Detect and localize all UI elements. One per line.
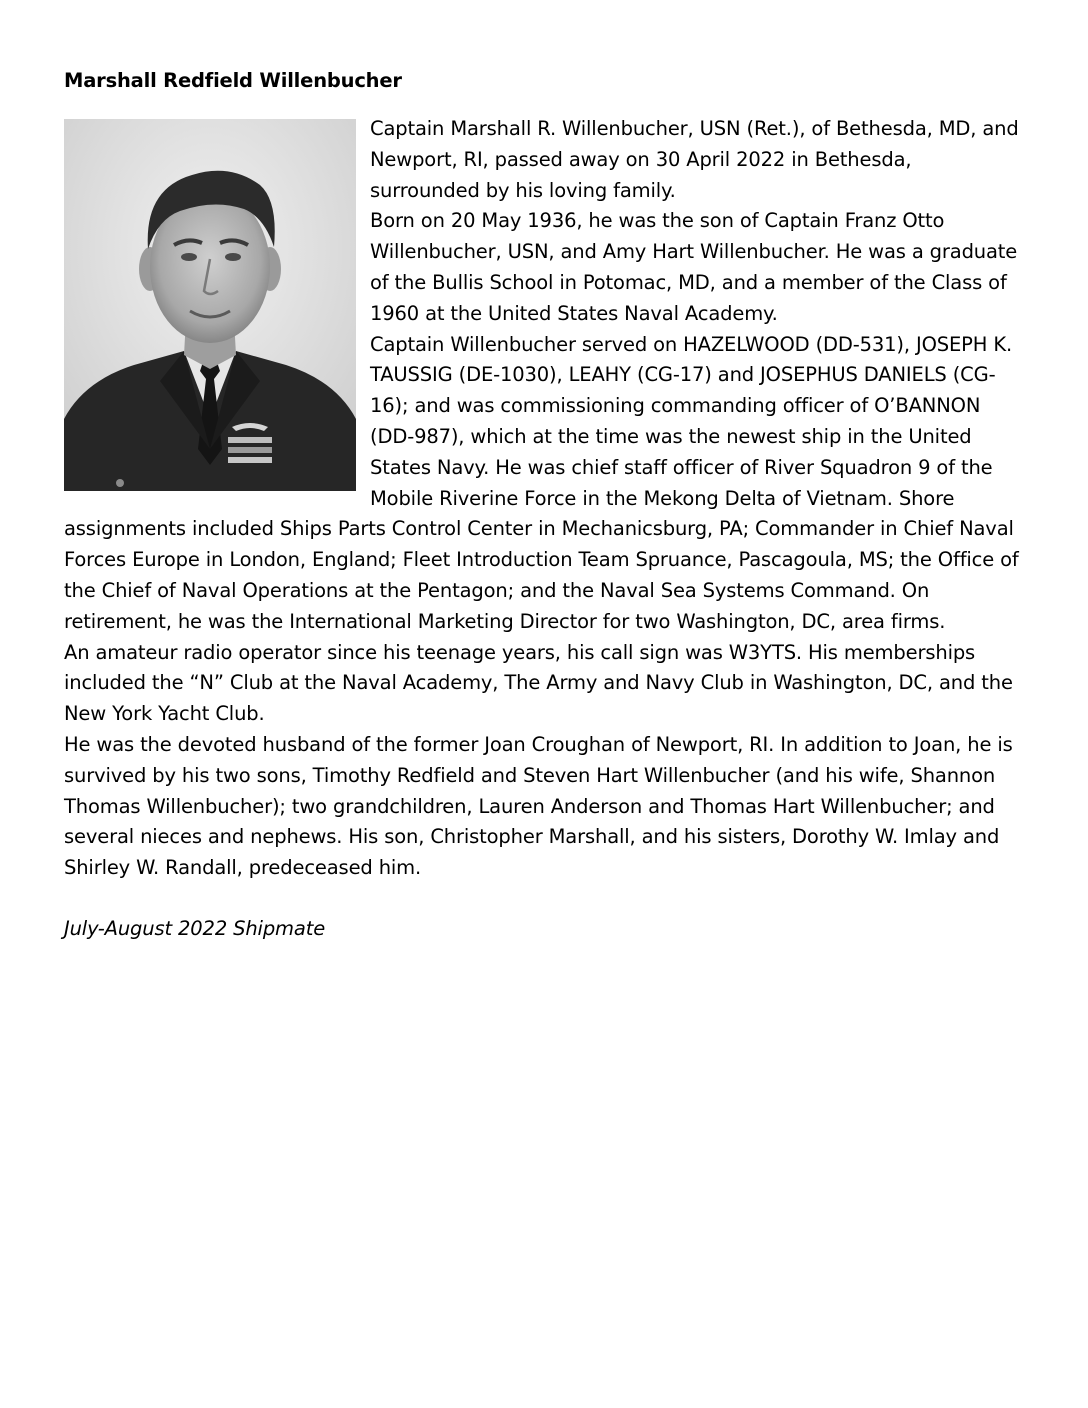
paragraph-career: Captain Willenbucher served on HAZELWOOD (DD-531), JOSEPH K. TAUSSIG (DE-1030), LEAHY (CG-17) and JOSEPHUS DANIELS (CG-16); and was commissioning commanding officer of O’BANNON (DD-987), which at the time was the newest ship in the United States Navy. He was chief staff officer of River Squadron 9 of the Mobile Riverine Force in the Mekong Delta of Vietnam. Shore assignments included Ships Parts Control Center in Mechanicsburg, PA; Commander in Chief Naval Forces Europe in London, England; Fleet Introduction Team Spruance, Pascagoula, MS; the Office of the Chief of Naval Operations at the Pentagon; and the Naval Sea Systems Command. On retirement, he was the International Marketing Director for two Washington, DC, area firms. — [64, 332, 1019, 633]
paragraph-early-life: Born on 20 May 1936, he was the son of Captain Franz Otto Willenbucher, USN, and Amy Hart Willenbucher. He was a graduate of the Bullis School in Potomac, MD, and a member of the Class of 1960 at the United States Naval Academy. — [370, 209, 1018, 325]
portrait-photo-icon — [64, 119, 356, 491]
paragraph-family: He was the devoted husband of the former Joan Croughan of Newport, RI. In addition to Joan, he is survived by his two sons, Timothy Redfield and Steven Hart Willenbucher (and his wife, Shannon Thomas Willenbucher); two grandchildren, Lauren Anderson and Thomas Hart Willenbucher; and several nieces and nephews. His son, Christopher Marshall, and his sisters, Dorothy W. Imlay and Shirley W. Randall, predeceased him. — [64, 732, 1013, 880]
document-body — [64, 114, 1024, 884]
document-title: Marshall Redfield Willenbucher — [64, 69, 402, 92]
document-page — [64, 66, 1024, 944]
paragraph-death-notice: Captain Marshall R. Willenbucher, USN (Ret.), of Bethesda, MD, and Newport, RI, passed away on 30 April 2022 in Bethesda, surrounded by his loving family. — [370, 117, 1019, 202]
portrait-photo — [64, 119, 356, 491]
paragraph-memberships: An amateur radio operator since his teenage years, his call sign was W3YTS. His memberships included the “N” Club at the Naval Academy, The Army and Navy Club in Washington, DC, and the New York Yacht Club. — [64, 640, 1013, 726]
source-citation: July-August 2022 Shipmate — [64, 916, 326, 940]
